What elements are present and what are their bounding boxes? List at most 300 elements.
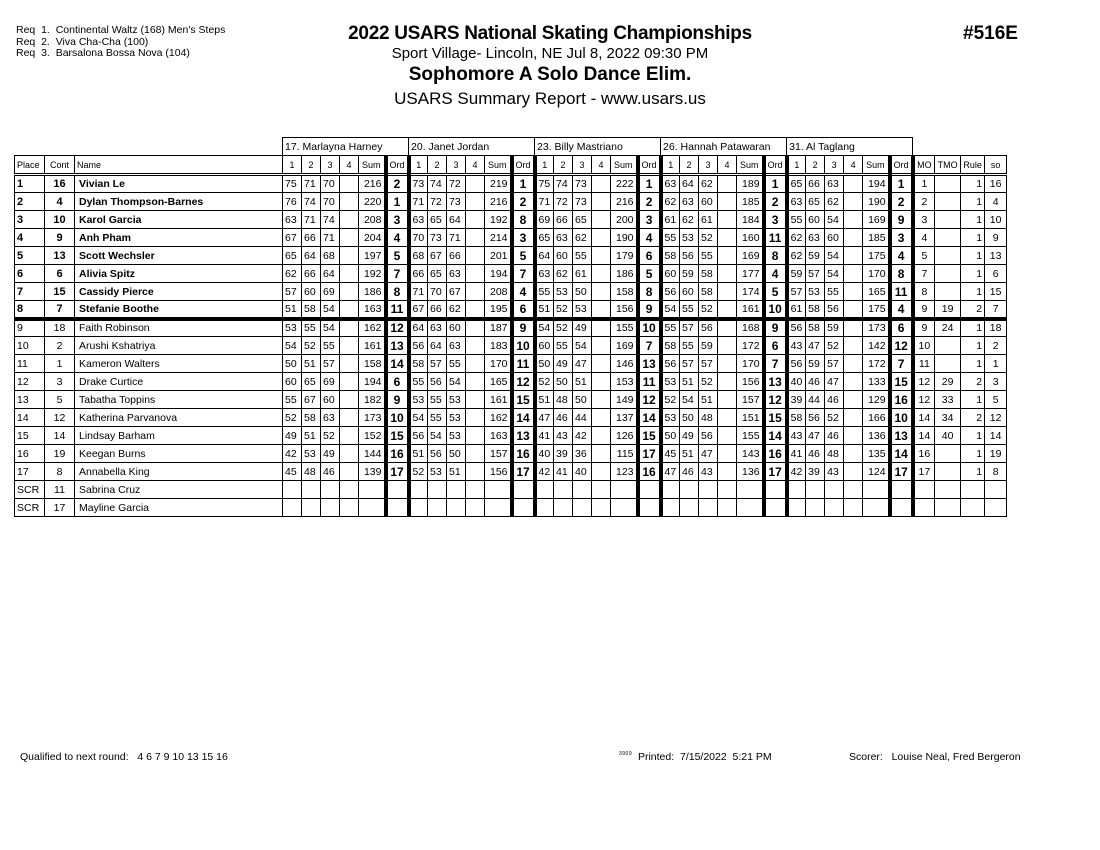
score-cell: 60 <box>535 337 554 355</box>
contestant-number: 15 <box>45 283 75 301</box>
score-cell <box>592 229 611 247</box>
score-cell: 67 <box>302 391 321 409</box>
sum-cell: 156 <box>485 463 512 481</box>
score-cell: 75 <box>535 175 554 193</box>
score-cell: 43 <box>554 427 573 445</box>
table-row <box>15 301 1007 319</box>
sum-cell: 177 <box>737 265 764 283</box>
table-row <box>15 175 1007 193</box>
sum-cell: 190 <box>863 193 890 211</box>
tiny-code: 3909 <box>619 751 633 757</box>
score-cell: 55 <box>428 391 447 409</box>
score-cell <box>844 373 863 391</box>
ordinal-cell: 7 <box>512 265 535 283</box>
score-cell <box>718 445 737 463</box>
score-cell <box>718 265 737 283</box>
sum-cell <box>359 481 386 499</box>
header-judge-col: 2 <box>680 156 699 175</box>
header-judge-col: 4 <box>718 156 737 175</box>
skater-name: Scott Wechsler <box>75 247 283 265</box>
score-cell: 53 <box>806 283 825 301</box>
score-cell: 63 <box>806 229 825 247</box>
score-cell: 51 <box>447 463 466 481</box>
score-cell: 53 <box>661 373 680 391</box>
score-cell: 70 <box>321 175 340 193</box>
score-cell: 67 <box>447 283 466 301</box>
skater-name: Dylan Thompson-Barnes <box>75 193 283 211</box>
ordinal-cell: 11 <box>890 283 913 301</box>
qualified-note <box>20 751 228 763</box>
header-judge-col: 4 <box>466 156 485 175</box>
so-cell: 15 <box>985 283 1007 301</box>
sum-cell <box>359 499 386 517</box>
score-cell: 47 <box>806 427 825 445</box>
ordinal-cell: 15 <box>764 409 787 427</box>
skater-name: Tabatha Toppins <box>75 391 283 409</box>
mo-cell: 14 <box>913 409 935 427</box>
ordinal-cell: 4 <box>890 247 913 265</box>
place-cell: 1 <box>15 175 45 193</box>
score-cell <box>718 193 737 211</box>
score-cell: 55 <box>661 319 680 337</box>
sum-cell: 158 <box>611 283 638 301</box>
score-cell <box>844 409 863 427</box>
sum-cell: 124 <box>863 463 890 481</box>
score-cell: 46 <box>806 373 825 391</box>
score-cell: 55 <box>554 337 573 355</box>
score-cell: 50 <box>680 409 699 427</box>
score-cell <box>447 481 466 499</box>
score-cell <box>592 481 611 499</box>
score-cell: 51 <box>699 391 718 409</box>
ordinal-cell: 17 <box>764 463 787 481</box>
ordinal-cell: 12 <box>764 391 787 409</box>
score-cell <box>321 499 340 517</box>
place-cell: 5 <box>15 247 45 265</box>
ordinal-cell: 9 <box>386 391 409 409</box>
score-cell: 50 <box>283 355 302 373</box>
header-judge-col: 2 <box>302 156 321 175</box>
table-row <box>15 391 1007 409</box>
score-cell <box>466 301 485 319</box>
tmo-cell <box>935 355 961 373</box>
sum-cell: 169 <box>611 337 638 355</box>
score-cell: 44 <box>806 391 825 409</box>
score-cell: 62 <box>680 211 699 229</box>
score-cell: 66 <box>409 265 428 283</box>
mo-cell: 5 <box>913 247 935 265</box>
ordinal-cell <box>512 481 535 499</box>
skater-name: Arushi Kshatriya <box>75 337 283 355</box>
ordinal-cell: 3 <box>512 229 535 247</box>
tmo-cell: 24 <box>935 319 961 337</box>
score-cell: 54 <box>428 427 447 445</box>
sum-cell: 185 <box>737 193 764 211</box>
score-cell <box>340 283 359 301</box>
ordinal-cell: 2 <box>512 193 535 211</box>
sum-cell <box>611 499 638 517</box>
score-cell: 65 <box>428 265 447 283</box>
score-cell: 66 <box>428 301 447 319</box>
ordinal-cell: 8 <box>512 211 535 229</box>
sum-cell: 208 <box>485 283 512 301</box>
ordinal-cell: 11 <box>638 373 661 391</box>
ordinal-cell: 15 <box>890 373 913 391</box>
so-cell: 10 <box>985 211 1007 229</box>
score-cell <box>661 481 680 499</box>
score-cell: 47 <box>699 445 718 463</box>
sum-cell <box>737 499 764 517</box>
ordinal-cell: 4 <box>638 229 661 247</box>
score-cell <box>787 481 806 499</box>
rule-cell: 1 <box>961 247 985 265</box>
score-cell: 71 <box>321 229 340 247</box>
score-cell: 54 <box>661 301 680 319</box>
results-table <box>14 137 1007 517</box>
ordinal-cell: 5 <box>512 247 535 265</box>
score-cell: 42 <box>283 445 302 463</box>
score-cell: 65 <box>283 247 302 265</box>
rule-cell: 1 <box>961 283 985 301</box>
ordinal-cell: 1 <box>638 175 661 193</box>
ordinal-cell: 1 <box>764 175 787 193</box>
sum-cell <box>863 481 890 499</box>
sum-cell: 192 <box>485 211 512 229</box>
rule-cell: 2 <box>961 409 985 427</box>
score-cell: 51 <box>535 301 554 319</box>
score-cell <box>718 373 737 391</box>
tmo-cell <box>935 283 961 301</box>
contestant-number: 10 <box>45 211 75 229</box>
rule-cell <box>961 481 985 499</box>
sum-cell: 194 <box>359 373 386 391</box>
sum-cell: 133 <box>863 373 890 391</box>
score-cell: 66 <box>302 229 321 247</box>
score-cell: 50 <box>573 391 592 409</box>
ordinal-cell: 7 <box>764 355 787 373</box>
place-cell: 7 <box>15 283 45 301</box>
ordinal-cell: 13 <box>890 427 913 445</box>
so-cell: 9 <box>985 229 1007 247</box>
ordinal-cell: 3 <box>890 229 913 247</box>
ordinal-cell: 6 <box>386 373 409 391</box>
score-cell: 47 <box>806 337 825 355</box>
score-cell: 60 <box>699 193 718 211</box>
score-cell: 56 <box>699 319 718 337</box>
score-cell: 52 <box>699 301 718 319</box>
contestant-number: 13 <box>45 247 75 265</box>
score-cell <box>535 481 554 499</box>
score-cell: 57 <box>806 265 825 283</box>
sum-cell: 136 <box>863 427 890 445</box>
score-cell: 56 <box>661 355 680 373</box>
sum-cell: 157 <box>485 445 512 463</box>
ordinal-cell: 17 <box>386 463 409 481</box>
tmo-cell: 19 <box>935 301 961 319</box>
score-cell: 54 <box>409 409 428 427</box>
score-cell: 57 <box>680 319 699 337</box>
qualified-list: 4 6 7 9 10 13 15 16 <box>137 751 228 763</box>
judge-name: 26. Hannah Patawaran <box>661 138 787 156</box>
score-cell: 56 <box>787 319 806 337</box>
score-cell <box>340 247 359 265</box>
header-judge-col: 4 <box>592 156 611 175</box>
score-cell: 52 <box>699 373 718 391</box>
contestant-number: 7 <box>45 301 75 319</box>
ordinal-cell: 14 <box>638 409 661 427</box>
score-cell: 60 <box>554 247 573 265</box>
header-judge-col: Ord <box>638 156 661 175</box>
score-cell: 55 <box>447 355 466 373</box>
rule-cell: 1 <box>961 337 985 355</box>
skater-name: Cassidy Pierce <box>75 283 283 301</box>
contestant-number: 8 <box>45 463 75 481</box>
column-header-row <box>15 156 1007 175</box>
score-cell: 47 <box>825 373 844 391</box>
score-cell: 51 <box>283 301 302 319</box>
score-cell <box>340 319 359 337</box>
score-cell: 55 <box>535 283 554 301</box>
rule-cell: 1 <box>961 175 985 193</box>
header-judge-col: Ord <box>764 156 787 175</box>
score-cell: 49 <box>283 427 302 445</box>
sum-cell: 144 <box>359 445 386 463</box>
score-cell <box>806 499 825 517</box>
score-cell <box>718 319 737 337</box>
sum-cell: 143 <box>737 445 764 463</box>
skater-name: Vivian Le <box>75 175 283 193</box>
score-cell <box>844 301 863 319</box>
score-cell: 64 <box>535 247 554 265</box>
rule-cell: 1 <box>961 211 985 229</box>
place-cell: 2 <box>15 193 45 211</box>
place-cell: SCR <box>15 481 45 499</box>
score-cell: 58 <box>302 301 321 319</box>
rule-cell: 1 <box>961 355 985 373</box>
sum-cell: 135 <box>863 445 890 463</box>
score-cell: 49 <box>680 427 699 445</box>
score-cell <box>680 481 699 499</box>
score-cell <box>283 481 302 499</box>
score-cell: 72 <box>428 193 447 211</box>
score-cell: 56 <box>787 355 806 373</box>
printed-date: Printed: 7/15/2022 5:21 PM <box>637 751 772 763</box>
tmo-cell: 29 <box>935 373 961 391</box>
score-cell: 54 <box>573 337 592 355</box>
score-cell: 46 <box>806 445 825 463</box>
contestant-number: 5 <box>45 391 75 409</box>
ordinal-cell <box>386 499 409 517</box>
so-cell: 16 <box>985 175 1007 193</box>
score-cell: 52 <box>283 409 302 427</box>
score-cell: 55 <box>661 229 680 247</box>
score-cell: 60 <box>283 373 302 391</box>
tmo-cell <box>935 445 961 463</box>
mo-cell: 2 <box>913 193 935 211</box>
score-cell <box>592 463 611 481</box>
ordinal-cell: 16 <box>386 445 409 463</box>
tmo-cell <box>935 265 961 283</box>
score-cell: 56 <box>825 301 844 319</box>
score-cell: 53 <box>661 409 680 427</box>
ordinal-cell: 1 <box>890 175 913 193</box>
score-cell: 52 <box>825 409 844 427</box>
so-cell: 18 <box>985 319 1007 337</box>
ordinal-cell: 9 <box>512 319 535 337</box>
so-cell: 5 <box>985 391 1007 409</box>
sum-cell: 161 <box>485 391 512 409</box>
ordinal-cell: 16 <box>890 391 913 409</box>
score-cell <box>340 193 359 211</box>
skater-name: Drake Curtice <box>75 373 283 391</box>
score-cell: 51 <box>409 445 428 463</box>
score-cell: 63 <box>447 265 466 283</box>
score-cell: 56 <box>699 427 718 445</box>
score-cell <box>844 481 863 499</box>
score-cell <box>321 481 340 499</box>
score-cell <box>302 481 321 499</box>
score-cell: 42 <box>535 463 554 481</box>
ordinal-cell <box>638 499 661 517</box>
score-cell: 50 <box>661 427 680 445</box>
score-cell <box>844 211 863 229</box>
mo-cell: 14 <box>913 427 935 445</box>
score-cell: 56 <box>661 283 680 301</box>
score-cell: 67 <box>409 301 428 319</box>
tmo-cell <box>935 463 961 481</box>
score-cell: 36 <box>573 445 592 463</box>
requirement-2: Req 2. Viva Cha-Cha (100) <box>16 35 149 48</box>
score-cell <box>718 301 737 319</box>
header-judge-col: 2 <box>428 156 447 175</box>
score-cell <box>554 481 573 499</box>
sum-cell: 183 <box>485 337 512 355</box>
score-cell <box>592 427 611 445</box>
ordinal-cell <box>890 481 913 499</box>
score-cell <box>844 463 863 481</box>
location-date: Sport Village- Lincoln, NE Jul 8, 2022 09:30 PM <box>391 45 709 62</box>
sum-cell: 184 <box>737 211 764 229</box>
contestant-number: 14 <box>45 427 75 445</box>
score-cell: 64 <box>302 247 321 265</box>
score-cell: 71 <box>302 175 321 193</box>
score-cell <box>466 481 485 499</box>
ordinal-cell <box>764 499 787 517</box>
score-cell: 63 <box>680 193 699 211</box>
sum-cell: 126 <box>611 427 638 445</box>
score-cell: 63 <box>661 175 680 193</box>
score-cell: 43 <box>699 463 718 481</box>
score-cell <box>592 337 611 355</box>
score-cell <box>718 427 737 445</box>
score-cell: 73 <box>428 229 447 247</box>
place-cell: 17 <box>15 463 45 481</box>
header-judge-col: Sum <box>863 156 890 175</box>
score-cell: 55 <box>699 247 718 265</box>
score-cell: 58 <box>302 409 321 427</box>
table-row <box>15 229 1007 247</box>
score-cell: 54 <box>283 337 302 355</box>
score-cell: 69 <box>535 211 554 229</box>
so-cell <box>985 499 1007 517</box>
score-cell: 63 <box>825 175 844 193</box>
header-judge-col: 3 <box>447 156 466 175</box>
score-cell <box>466 319 485 337</box>
sum-cell: 189 <box>737 175 764 193</box>
contestant-number: 19 <box>45 445 75 463</box>
score-cell <box>340 265 359 283</box>
table-row <box>15 427 1007 445</box>
score-cell: 53 <box>680 229 699 247</box>
score-cell <box>447 499 466 517</box>
score-cell <box>340 301 359 319</box>
score-cell: 62 <box>825 193 844 211</box>
score-cell: 68 <box>321 247 340 265</box>
sum-cell: 172 <box>863 355 890 373</box>
score-cell: 48 <box>302 463 321 481</box>
contestant-number: 3 <box>45 373 75 391</box>
score-cell: 64 <box>428 337 447 355</box>
sum-cell: 192 <box>359 265 386 283</box>
so-cell <box>985 481 1007 499</box>
sum-cell: 151 <box>737 409 764 427</box>
score-cell <box>844 283 863 301</box>
score-cell: 55 <box>428 409 447 427</box>
score-cell <box>592 409 611 427</box>
requirements-list <box>16 25 225 60</box>
ordinal-cell: 2 <box>764 193 787 211</box>
sum-cell: 173 <box>863 319 890 337</box>
ordinal-cell: 12 <box>386 319 409 337</box>
header-judge-col: Sum <box>737 156 764 175</box>
ordinal-cell: 10 <box>890 409 913 427</box>
skater-name: Alivia Spitz <box>75 265 283 283</box>
score-cell: 71 <box>447 229 466 247</box>
header-judge-col: 1 <box>283 156 302 175</box>
ordinal-cell: 8 <box>638 283 661 301</box>
score-cell: 60 <box>447 319 466 337</box>
ordinal-cell: 2 <box>386 175 409 193</box>
score-cell <box>699 499 718 517</box>
score-cell: 55 <box>787 211 806 229</box>
score-cell: 59 <box>806 247 825 265</box>
header-mo: MO <box>913 156 935 175</box>
requirement-1: Req 1. Continental Waltz (168) Men's Steps <box>16 24 226 36</box>
score-cell: 57 <box>428 355 447 373</box>
tmo-cell <box>935 229 961 247</box>
score-cell: 44 <box>573 409 592 427</box>
score-cell <box>340 445 359 463</box>
ordinal-cell: 4 <box>764 265 787 283</box>
tmo-cell <box>935 211 961 229</box>
score-cell <box>592 499 611 517</box>
sum-cell: 190 <box>611 229 638 247</box>
score-cell: 53 <box>428 463 447 481</box>
score-cell: 42 <box>573 427 592 445</box>
score-cell: 52 <box>825 337 844 355</box>
sum-cell: 169 <box>863 211 890 229</box>
score-cell <box>535 499 554 517</box>
header-place: Place <box>15 156 45 175</box>
sum-cell: 152 <box>359 427 386 445</box>
score-cell <box>573 499 592 517</box>
header-judge-col: 2 <box>806 156 825 175</box>
score-cell: 73 <box>447 193 466 211</box>
score-cell: 55 <box>680 337 699 355</box>
header-judge-col: 2 <box>554 156 573 175</box>
header-judge-col: Sum <box>485 156 512 175</box>
ordinal-cell: 2 <box>638 193 661 211</box>
